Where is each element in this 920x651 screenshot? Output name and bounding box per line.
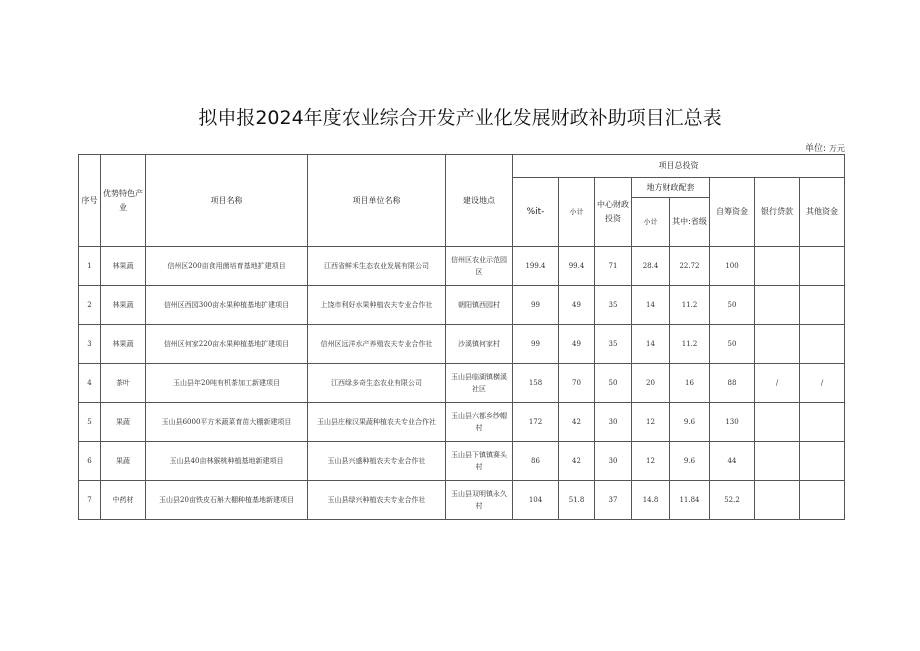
cell-unit: 玉山县兴盛种植农夫专业合作社 [308, 442, 446, 481]
cell-no: 1 [79, 247, 101, 286]
cell-bank-loans [755, 286, 800, 325]
cell-subtotal: 51.8 [559, 481, 595, 520]
cell-industry: 果蔬 [101, 403, 146, 442]
header-subtotal: 小计 [559, 178, 595, 247]
cell-project: 玉山县20亩铁皮石斛大棚种植基地新建项目 [146, 481, 308, 520]
cell-total: 99 [513, 325, 559, 364]
cell-unit: 信州区远洋水产养殖农夫专业合作社 [308, 325, 446, 364]
cell-self-funds: 100 [710, 247, 755, 286]
cell-location: 玉山县临湖镇横溪社区 [446, 364, 513, 403]
cell-total: 172 [513, 403, 559, 442]
cell-no: 5 [79, 403, 101, 442]
header-project: 项目名称 [146, 155, 308, 247]
cell-self-funds: 88 [710, 364, 755, 403]
cell-local-subtotal: 14 [632, 325, 670, 364]
header-self-funds: 自筹资金 [710, 178, 755, 247]
cell-central: 30 [595, 403, 632, 442]
cell-other-funds [800, 286, 845, 325]
cell-central: 35 [595, 286, 632, 325]
cell-self-funds: 44 [710, 442, 755, 481]
cell-provincial: 11.2 [670, 325, 710, 364]
unit-label: 单位: [804, 144, 826, 154]
cell-subtotal: 99.4 [559, 247, 595, 286]
cell-bank-loans [755, 325, 800, 364]
header-industry: 优势特色产业 [101, 155, 146, 247]
cell-self-funds: 52.2 [710, 481, 755, 520]
cell-local-subtotal: 28.4 [632, 247, 670, 286]
cell-project: 玉山县年20吨有机茶加工新建项目 [146, 364, 308, 403]
cell-provincial: 16 [670, 364, 710, 403]
cell-local-subtotal: 12 [632, 442, 670, 481]
cell-no: 2 [79, 286, 101, 325]
header-location: 建设地点 [446, 155, 513, 247]
table-row [79, 286, 845, 325]
unit-note [805, 141, 845, 154]
cell-bank-loans: / [755, 364, 800, 403]
cell-project: 信州区何家220亩水果种植基地扩建项目 [146, 325, 308, 364]
cell-unit: 玉山县绿兴种植农夫专业合作社 [308, 481, 446, 520]
header-bank-loans: 银行贷款 [755, 178, 800, 247]
cell-project: 玉山县40亩林猴桃种植基地新建项目 [146, 442, 308, 481]
cell-central: 37 [595, 481, 632, 520]
cell-bank-loans [755, 442, 800, 481]
cell-central: 50 [595, 364, 632, 403]
table-row [79, 325, 845, 364]
cell-no: 4 [79, 364, 101, 403]
cell-total: 104 [513, 481, 559, 520]
cell-no: 7 [79, 481, 101, 520]
cell-central: 35 [595, 325, 632, 364]
cell-local-subtotal: 20 [632, 364, 670, 403]
cell-central: 71 [595, 247, 632, 286]
cell-industry: 林果蔬 [101, 247, 146, 286]
cell-location: 沙溪镇何家村 [446, 325, 513, 364]
cell-self-funds: 50 [710, 286, 755, 325]
cell-location: 玉山县六都乡纱帽村 [446, 403, 513, 442]
cell-industry: 果蔬 [101, 442, 146, 481]
cell-total: 99 [513, 286, 559, 325]
cell-subtotal: 70 [559, 364, 595, 403]
cell-bank-loans [755, 403, 800, 442]
cell-other-funds [800, 247, 845, 286]
cell-other-funds [800, 481, 845, 520]
cell-self-funds: 50 [710, 325, 755, 364]
cell-total: 158 [513, 364, 559, 403]
table-row [79, 442, 845, 481]
unit-value: 万元 [829, 144, 845, 153]
cell-self-funds: 130 [710, 403, 755, 442]
cell-bank-loans [755, 247, 800, 286]
cell-project: 信州区西园300亩水果种植基地扩建项目 [146, 286, 308, 325]
cell-no: 3 [79, 325, 101, 364]
cell-subtotal: 42 [559, 403, 595, 442]
cell-industry: 林果蔬 [101, 325, 146, 364]
cell-location: 玉山县下镇镇赛头村 [446, 442, 513, 481]
cell-total: 199.4 [513, 247, 559, 286]
cell-provincial: 11.84 [670, 481, 710, 520]
cell-subtotal: 49 [559, 286, 595, 325]
cell-provincial: 11.2 [670, 286, 710, 325]
table-row [79, 481, 845, 520]
cell-no: 6 [79, 442, 101, 481]
cell-unit: 江西省鲜禾生态农业发展有限公司 [308, 247, 446, 286]
cell-total: 86 [513, 442, 559, 481]
cell-unit: 江西绿多奇生态农业有限公司 [308, 364, 446, 403]
header-local-subtotal: 小计 [632, 198, 670, 247]
cell-other-funds [800, 403, 845, 442]
header-central: 中心财政投资 [595, 178, 632, 247]
table-row [79, 247, 845, 286]
cell-provincial: 9.6 [670, 442, 710, 481]
cell-provincial: 22.72 [670, 247, 710, 286]
cell-location: 玉山县双明镇永久村 [446, 481, 513, 520]
header-no: 序号 [79, 155, 101, 247]
cell-subtotal: 42 [559, 442, 595, 481]
cell-other-funds [800, 442, 845, 481]
cell-provincial: 9.6 [670, 403, 710, 442]
header-provincial: 其中:省级 [670, 198, 710, 247]
table-row [79, 364, 845, 403]
header-unit: 项目单位名称 [308, 155, 446, 247]
cell-unit: 上饶市利好水果种植农夫专业合作社 [308, 286, 446, 325]
cell-local-subtotal: 14.8 [632, 481, 670, 520]
cell-bank-loans [755, 481, 800, 520]
header-local-group: 地方财政配套 [632, 178, 710, 198]
cell-subtotal: 49 [559, 325, 595, 364]
cell-location: 朝阳镇西园村 [446, 286, 513, 325]
cell-location: 信州区农业示范园区 [446, 247, 513, 286]
document-title: 拟申报2024年度农业综合开发产业化发展财政补助项目汇总表 [198, 107, 722, 129]
header-total: %it- [513, 178, 559, 247]
header-total-investment: 项目总投资 [513, 155, 845, 178]
cell-other-funds: / [800, 364, 845, 403]
project-summary-table [78, 154, 845, 520]
cell-central: 30 [595, 442, 632, 481]
cell-industry: 中药材 [101, 481, 146, 520]
table-row [79, 403, 845, 442]
cell-industry: 林果蔬 [101, 286, 146, 325]
cell-local-subtotal: 14 [632, 286, 670, 325]
cell-other-funds [800, 325, 845, 364]
cell-project: 信州区200亩食用菌培育基地扩建项目 [146, 247, 308, 286]
cell-project: 玉山县6000平方米蔬菜育苗大棚新建项目 [146, 403, 308, 442]
cell-unit: 玉山县庄稼汉果蔬种植农夫专业合作社 [308, 403, 446, 442]
cell-local-subtotal: 12 [632, 403, 670, 442]
cell-industry: 茶叶 [101, 364, 146, 403]
header-other-funds: 其他资金 [800, 178, 845, 247]
